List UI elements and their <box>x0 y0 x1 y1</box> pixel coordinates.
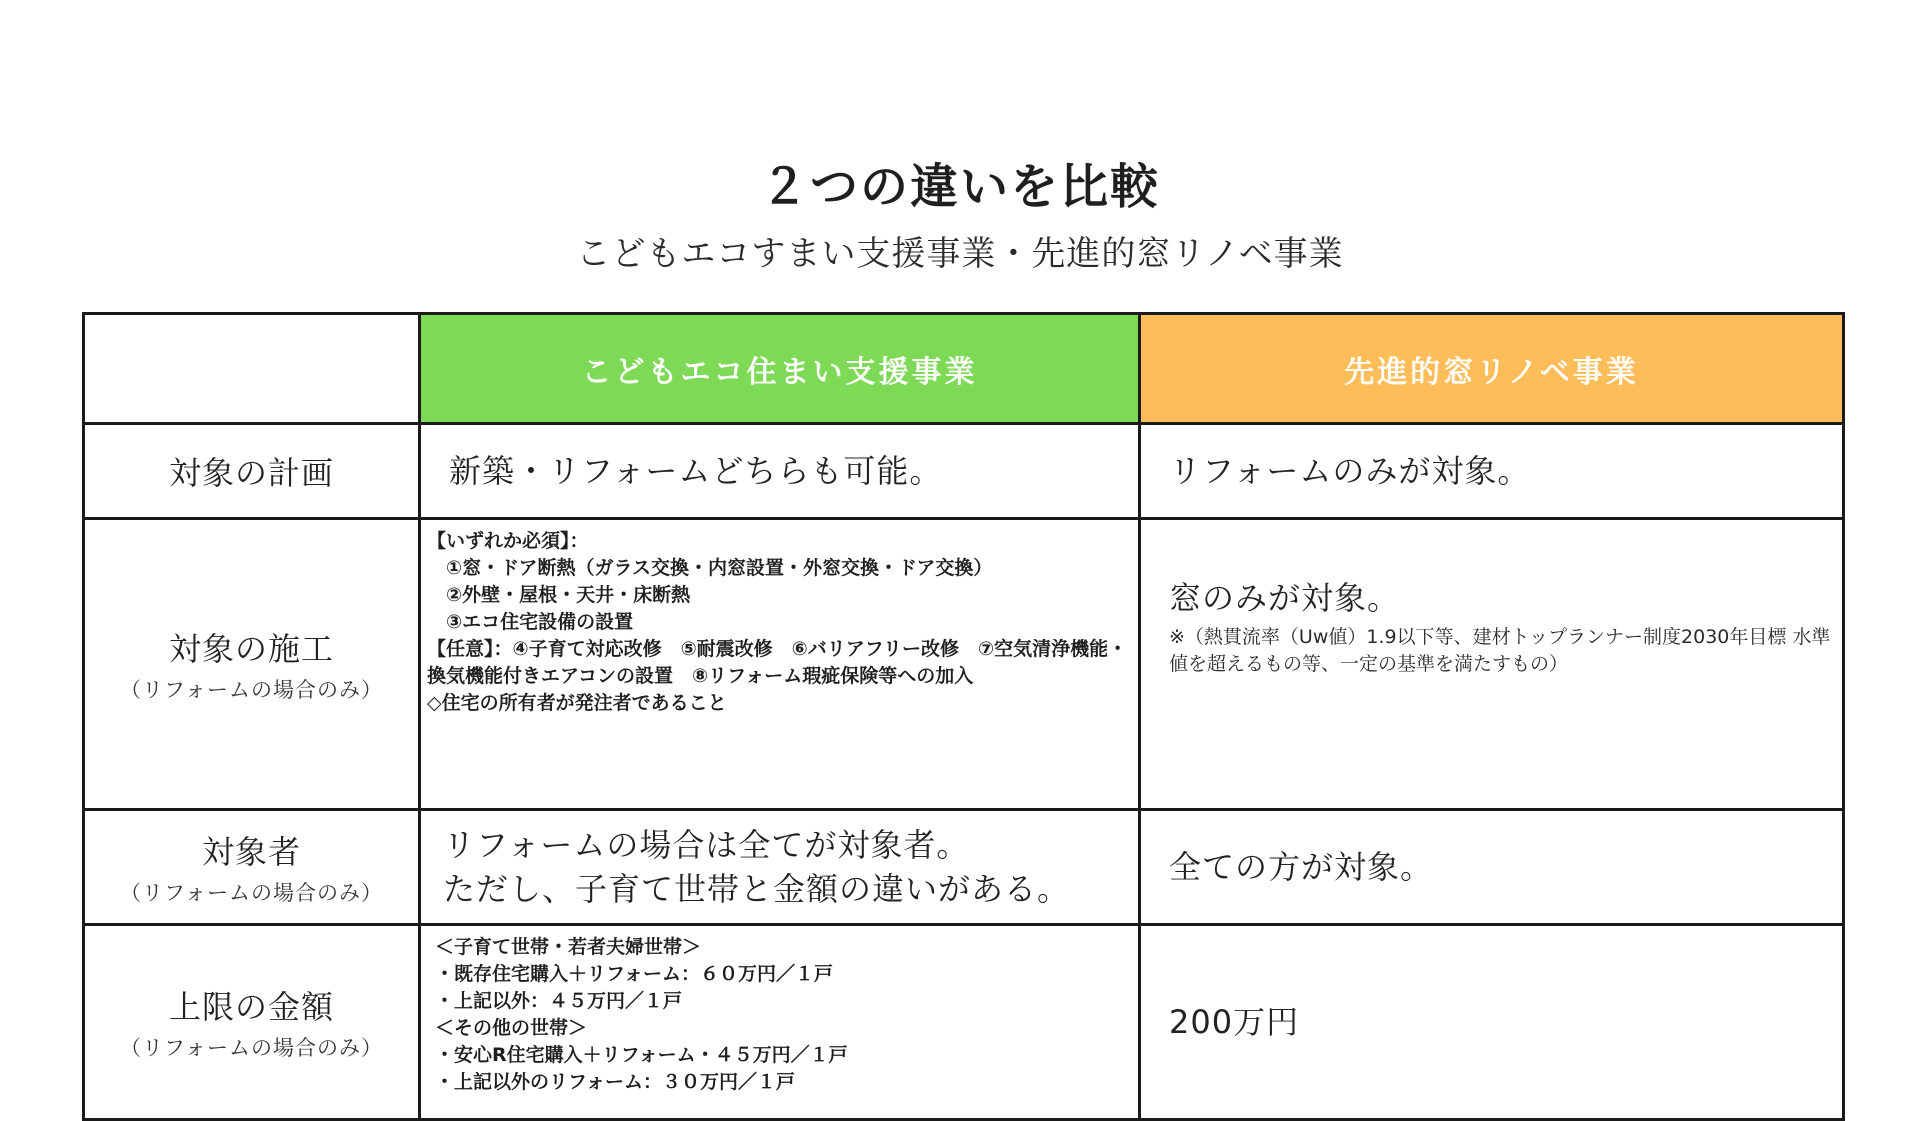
row-label: 対象の施工 <box>168 630 334 668</box>
work-line: ②外壁・屋根・天井・床断熱 <box>427 584 691 606</box>
work-text-b: 窓のみが対象。 <box>1169 579 1401 617</box>
comparison-table <box>82 312 1845 1121</box>
limit-line: ＜子育て世帯・若者夫婦世帯＞ <box>435 936 702 958</box>
row-sublabel: （リフォームの場合のみ） <box>120 678 383 702</box>
header-mado-renove: 先進的窓リノベ事業 <box>1140 314 1844 424</box>
limit-line: ・上記以外のリフォーム：３０万円／１戸 <box>435 1071 796 1093</box>
table-row-limit <box>84 925 1844 1120</box>
limit-cell-b <box>1140 925 1844 1120</box>
work-cell-b <box>1140 519 1844 810</box>
work-note-b: ※（熱貫流率（Uw値）1.9以下等、建材トップランナー制度2030年目標 水準値を超えるもの等、一定の基準を満たすもの） <box>1169 626 1831 675</box>
row-label: 対象者 <box>201 833 301 871</box>
limit-line: ・上記以外：４５万円／１戸 <box>435 990 683 1012</box>
row-label: 対象の計画 <box>168 454 334 492</box>
work-line: 【いずれか必須】： <box>427 530 589 552</box>
target-text-a-line2: ただし、子育て世帯と金額の違いがある。 <box>443 870 1071 908</box>
work-line: 【任意】：④子育て対応改修 ⑤耐震改修 ⑥バリアフリー改修 ⑦空気清浄機能・換気機能付きエアコンの設置 ⑧リフォーム瑕疵保険等への加入 <box>427 638 1128 687</box>
plan-cell-b <box>1140 424 1844 519</box>
table-row-target <box>84 810 1844 925</box>
target-cell-a <box>420 810 1140 925</box>
row-label-cell <box>84 424 420 519</box>
limit-cell-a <box>420 925 1140 1120</box>
plan-text-b: リフォームのみが対象。 <box>1169 452 1531 490</box>
work-line: ◇住宅の所有者が発注者であること <box>427 692 727 714</box>
row-label-cell <box>84 519 420 810</box>
target-cell-b <box>1140 810 1844 925</box>
header-kodomo-eco: こどもエコ住まい支援事業 <box>420 314 1140 424</box>
target-text-b: 全ての方が対象。 <box>1169 848 1434 886</box>
plan-text-a: 新築・リフォームどちらも可能。 <box>449 452 943 490</box>
page-title: ２つの違いを比較 <box>759 159 1160 215</box>
work-cell-a <box>420 519 1140 810</box>
target-text-a-line1: リフォームの場合は全てが対象者。 <box>443 826 970 864</box>
empty-corner-cell <box>84 314 420 424</box>
work-line: ①窓・ドア断熱（ガラス交換・内窓設置・外窓交換・ドア交換） <box>427 557 993 579</box>
row-label-cell <box>84 810 420 925</box>
row-sublabel: （リフォームの場合のみ） <box>120 881 383 905</box>
row-label: 上限の金額 <box>168 988 334 1026</box>
limit-line: ・既存住宅購入＋リフォーム：６０万円／１戸 <box>435 963 834 985</box>
limit-line: ＜その他の世帯＞ <box>435 1017 588 1039</box>
limit-text-b: 200万円 <box>1169 1003 1300 1041</box>
table-row-plan <box>84 424 1844 519</box>
row-label-cell <box>84 925 420 1120</box>
plan-cell-a <box>420 424 1140 519</box>
row-sublabel: （リフォームの場合のみ） <box>120 1036 383 1060</box>
work-line: ③エコ住宅設備の設置 <box>427 611 634 633</box>
limit-line: ・安心R住宅購入＋リフォーム・４５万円／１戸 <box>435 1044 848 1066</box>
table-row-work <box>84 519 1844 810</box>
page-subtitle: こどもエコすまい支援事業・先進的窓リノベ事業 <box>576 234 1344 274</box>
table-header-row <box>84 314 1844 424</box>
